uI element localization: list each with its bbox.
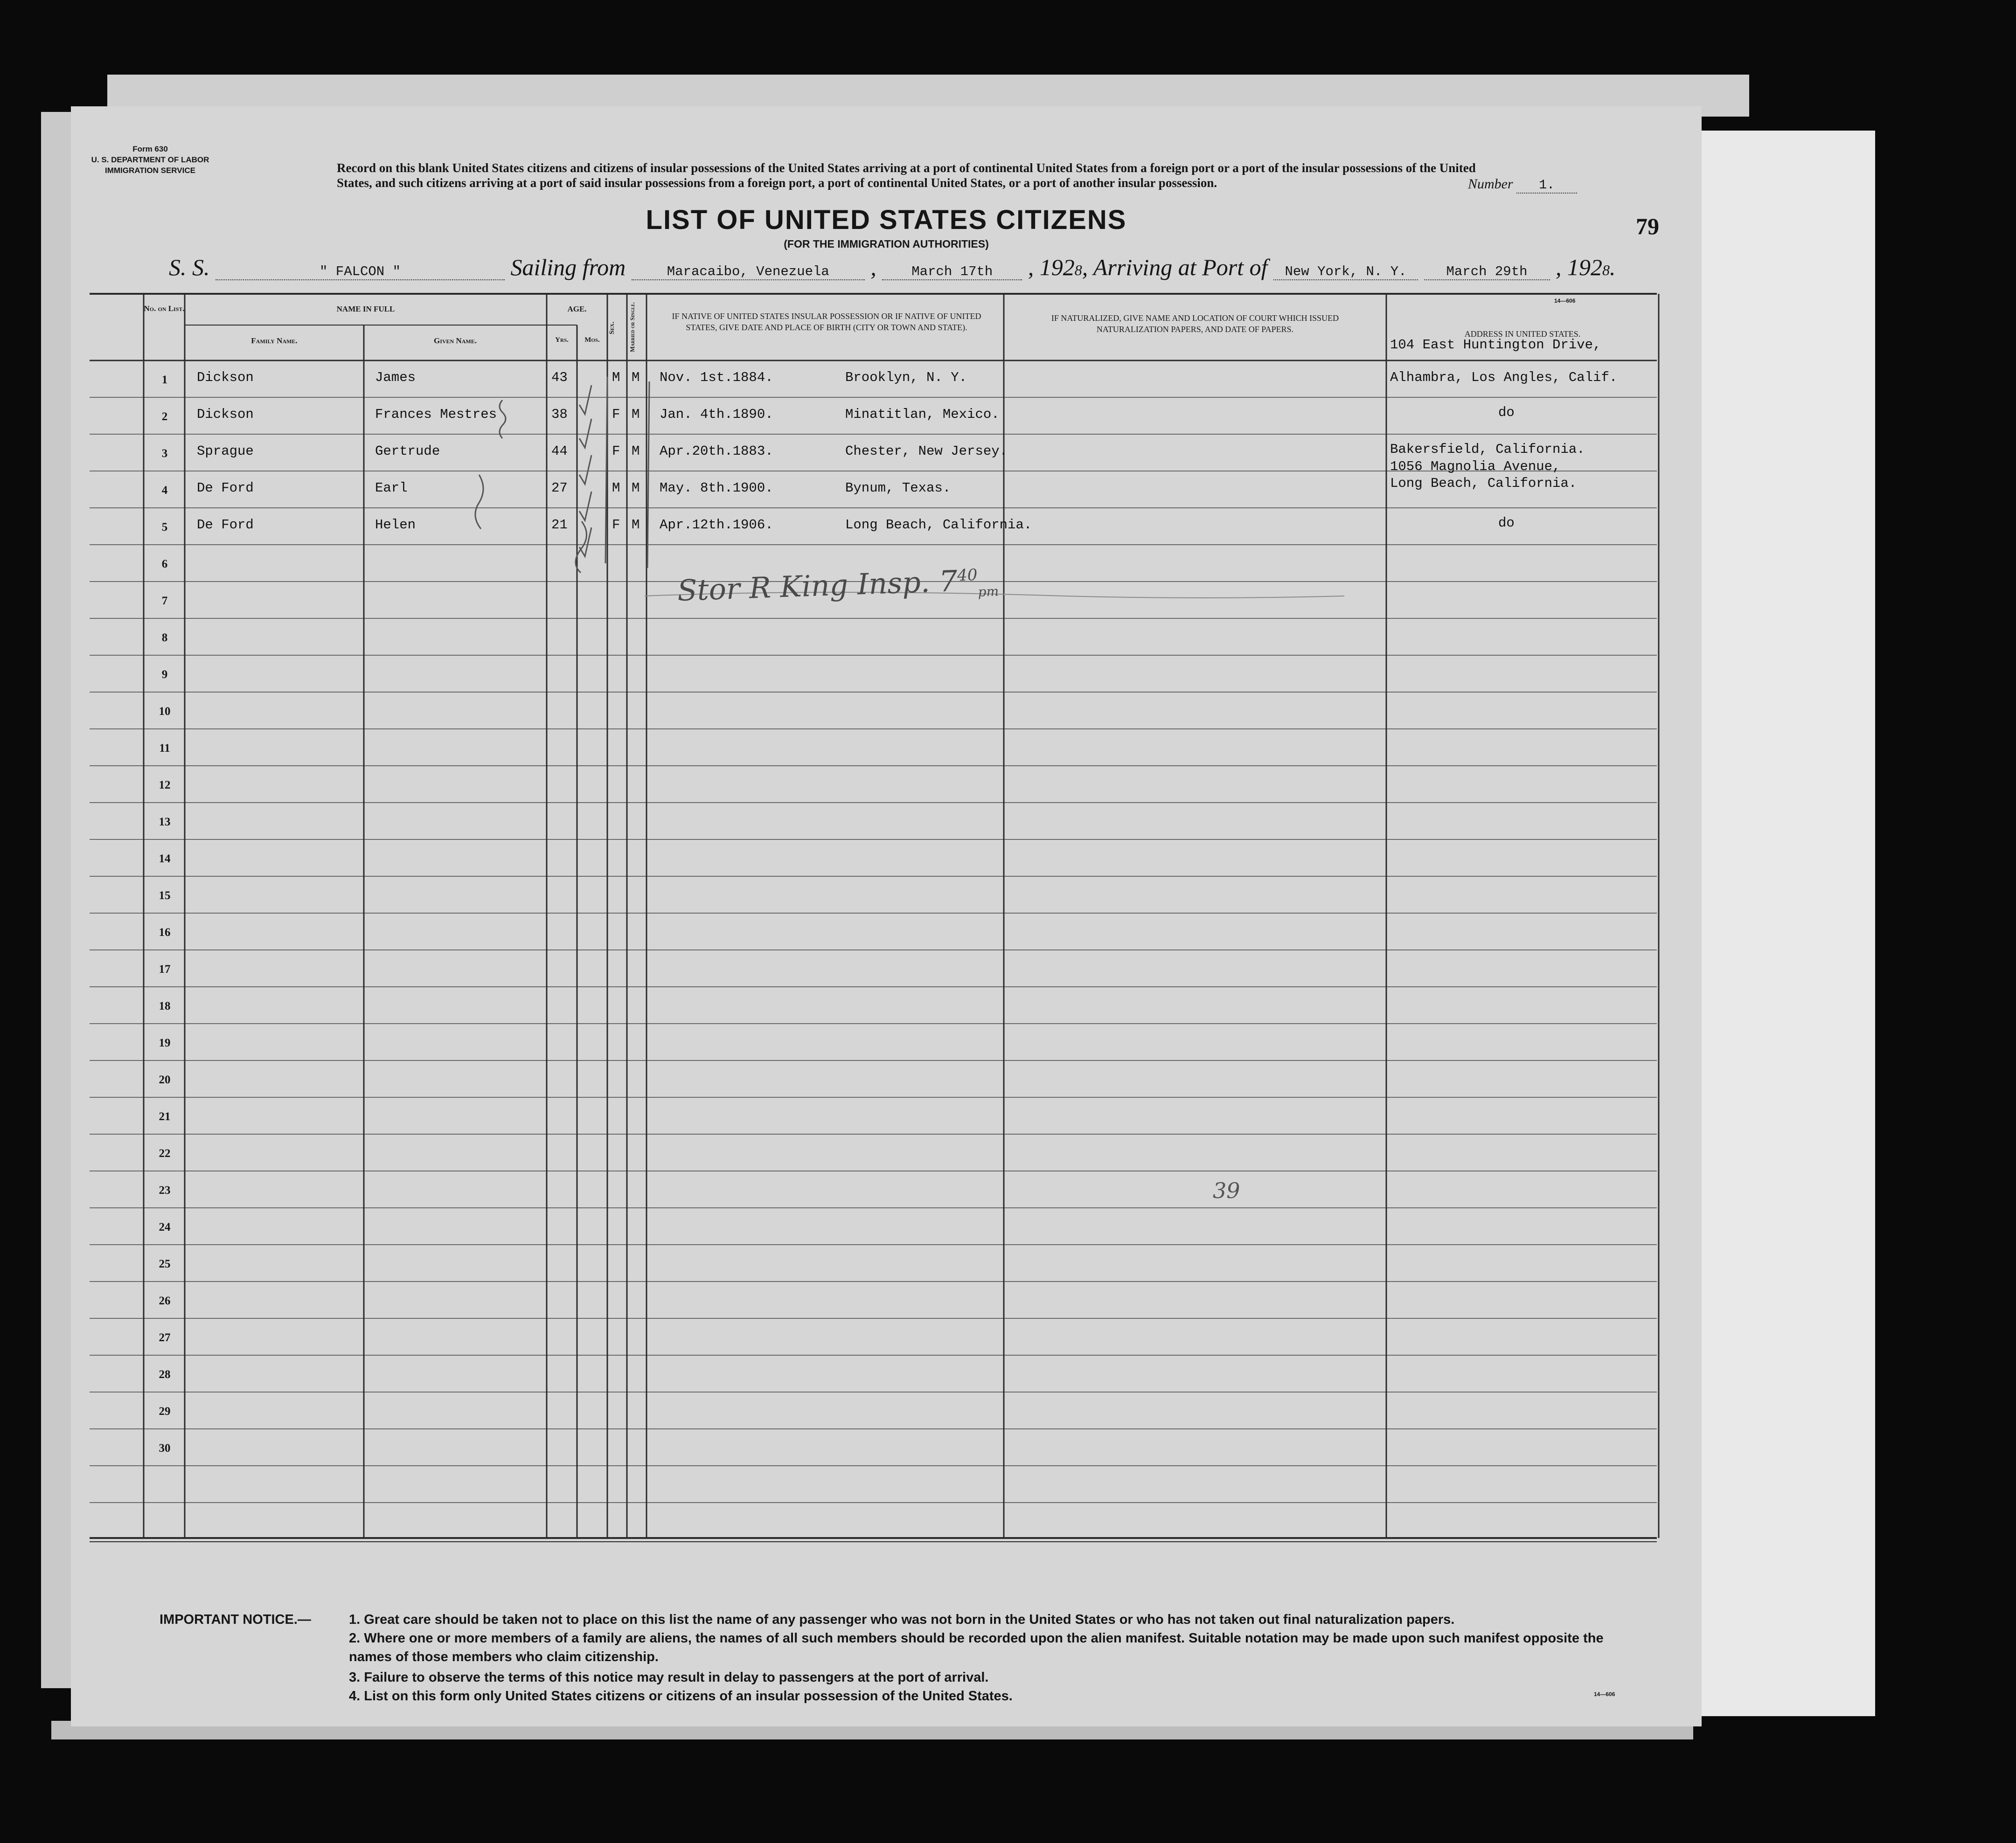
number-value: 1.	[1516, 178, 1577, 194]
address-line-1-cell: 104 East Huntington Drive,	[1390, 337, 1601, 353]
row-number: 21	[159, 1110, 171, 1123]
check-mark-1	[579, 385, 591, 414]
row-number: 12	[159, 779, 171, 791]
row-number: 16	[159, 926, 171, 939]
header-native-birth: IF NATIVE OF UNITED STATES INSULAR POSSESSION OR IF NATIVE OF UNITED STATES, GIVE DATE AND PLACE OF BIRTH (CITY OR TOWN AND STATE).	[672, 312, 981, 332]
row-number: 2	[161, 410, 168, 423]
header-naturalized: IF NATURALIZED, GIVE NAME AND LOCATION OF COURT WHICH ISSUED NATURALIZATION PAPERS, AND DATE OF PAPERS.	[1051, 313, 1339, 334]
birth-date-cell: Apr.12th.1906.	[660, 517, 773, 533]
notice-item-1: 1. Great care should be taken not to place on this list the name of any passenger who was not born in the United States or who has not taken out final naturalization papers.	[349, 1612, 1455, 1627]
row-number: 30	[159, 1442, 171, 1455]
sailing-from-label: Sailing from	[510, 254, 626, 280]
check-mark-4	[579, 492, 591, 520]
birth-place-cell: Brooklyn, N. Y.	[845, 370, 967, 385]
address-line-1-cell: Bakersfield, California.	[1390, 442, 1585, 457]
family-name-cell: De Ford	[197, 480, 254, 496]
page-number: 79	[1636, 213, 1659, 239]
birth-place-cell: Long Beach, California.	[845, 517, 1032, 533]
notice-item-2: 2. Where one or more members of a family are aliens, the names of all such members should be recorded upon the alien manifest. Suitable notation may be made upon such manifest opposite the names of those members who claim citizenship.	[349, 1631, 1604, 1664]
row-number: 14	[159, 852, 171, 865]
notice-heading: IMPORTANT NOTICE.—	[160, 1612, 311, 1627]
sex-cell: M	[612, 480, 620, 496]
row-number: 22	[159, 1147, 171, 1160]
marital-status-cell: M	[632, 407, 640, 422]
sex-cell: F	[612, 443, 620, 459]
marital-status-cell: M	[632, 480, 640, 496]
row-number: 8	[161, 631, 168, 644]
page-title: LIST OF UNITED STATES CITIZENS	[646, 205, 1127, 235]
year-prefix-1: , 192	[1028, 254, 1075, 280]
time-superscript: 40	[957, 565, 978, 585]
service-name: IMMIGRATION SERVICE	[105, 166, 195, 175]
age-years-cell: 21	[551, 517, 568, 533]
row-number: 3	[161, 447, 168, 460]
age-years-cell: 38	[551, 407, 568, 422]
row-number: 29	[159, 1405, 171, 1418]
ss-label: S. S.	[169, 254, 210, 280]
underlying-sheet-right	[1698, 131, 1875, 1716]
sex-cell: M	[612, 370, 620, 385]
header-married-single: Married or Single.	[629, 302, 636, 352]
row-number: 15	[159, 889, 171, 902]
row-number: 20	[159, 1074, 171, 1086]
birth-date-cell: Nov. 1st.1884.	[660, 370, 773, 385]
tally-stroke-2	[647, 381, 649, 568]
form-number: Form 630	[132, 145, 168, 153]
age-years-cell: 44	[551, 443, 568, 459]
birth-place-cell: Chester, New Jersey.	[845, 443, 1008, 459]
arriving-label: , Arriving at Port of	[1082, 254, 1268, 280]
header-given-name: Given Name.	[433, 336, 477, 345]
given-name-cell: Helen	[375, 517, 416, 533]
voyage-line: S. S. " FALCON " Sailing from Maracaibo, Venezuela , March 17th , 1928, Arriving at Port of New York, N. Y. March 29th , 1928.	[169, 254, 1616, 280]
number-label: Number	[1468, 176, 1513, 192]
given-name-cell: Earl	[375, 480, 408, 496]
row-number: 13	[159, 816, 171, 828]
given-name-cell: Gertrude	[375, 443, 440, 459]
row-number: 6	[161, 558, 168, 570]
row-number: 11	[159, 742, 170, 755]
birth-date-cell: Jan. 4th.1890.	[660, 407, 773, 422]
header-no-on-list: No. on List.	[144, 304, 185, 313]
birth-place-cell: Minatitlan, Mexico.	[845, 407, 1000, 422]
header-sex: Sex.	[608, 321, 616, 334]
row-number: 24	[159, 1221, 171, 1233]
check-mark-3	[579, 455, 591, 484]
row-number: 5	[161, 521, 168, 534]
address-line-1-cell: 1056 Magnolia Avenue,	[1390, 459, 1561, 474]
arrival-date: March 29th	[1424, 264, 1550, 280]
arrival-port: New York, N. Y.	[1273, 264, 1418, 280]
departure-date: March 17th	[882, 264, 1022, 280]
given-name-cell: Frances Mestres	[375, 407, 497, 422]
form-instruction: Record on this blank United States citizens and citizens of insular possessions of the United States arriving at a port of continental United States from a foreign port or a port of the insular possessions of the United States, and such citizens arriving at a port of said insular possessions from a foreign port, a port of continental United States, or a port of another insular possession.	[337, 161, 1476, 190]
notice-item-3: 3. Failure to observe the terms of this notice may result in delay to passengers at the port of arrival.	[349, 1670, 989, 1685]
notice-item-4: 4. List on this form only United States citizens or citizens of an insular possession of the United States.	[349, 1689, 1013, 1704]
row-number: 9	[161, 668, 168, 681]
row-number: 1	[161, 374, 168, 386]
inspector-note: Stor R King Insp. 7	[676, 564, 958, 608]
header-family-name: Family Name.	[251, 336, 298, 345]
row-number: 26	[159, 1295, 171, 1307]
bracket-mark-2	[475, 475, 483, 529]
header-name-in-full: NAME IN FULL	[336, 305, 395, 313]
marital-status-cell: M	[632, 517, 640, 533]
birth-date-cell: Apr.20th.1883.	[660, 443, 773, 459]
family-name-cell: Dickson	[197, 370, 254, 385]
header-mos: Mos.	[584, 336, 600, 344]
row-number: 19	[159, 1037, 171, 1049]
header-address: ADDRESS IN UNITED STATES.	[1464, 329, 1581, 339]
check-mark-2	[579, 419, 591, 448]
year-prefix-2: , 192	[1556, 254, 1602, 280]
row-number: 4	[161, 484, 168, 497]
header-print-code: 14—606	[1554, 298, 1576, 304]
manifest-page	[71, 106, 1702, 1726]
family-name-cell: De Ford	[197, 517, 254, 533]
bracket-mark-1	[500, 400, 506, 438]
pencil-count: 39	[1213, 1178, 1240, 1203]
age-years-cell: 27	[551, 480, 568, 496]
address-line-1-cell: do	[1498, 515, 1515, 531]
ship-name: " FALCON "	[216, 264, 505, 280]
arrival-year: 8	[1602, 262, 1610, 278]
address-line-2-cell: Alhambra, Los Angles, Calif.	[1390, 370, 1618, 385]
row-number: 18	[159, 1000, 171, 1012]
birth-place-cell: Bynum, Texas.	[845, 480, 951, 496]
department-name: U. S. DEPARTMENT OF LABOR	[91, 155, 209, 164]
birth-date-cell: May. 8th.1900.	[660, 480, 773, 496]
departure-port: Maracaibo, Venezuela	[632, 264, 865, 280]
given-name-cell: James	[375, 370, 416, 385]
row-number: 28	[159, 1368, 171, 1381]
page-subtitle: (FOR THE IMMIGRATION AUTHORITIES)	[784, 238, 989, 250]
sex-cell: F	[612, 517, 620, 533]
row-number: 10	[159, 705, 171, 718]
departure-year: 8	[1074, 262, 1082, 278]
marital-status-cell: M	[632, 443, 640, 459]
row-number: 25	[159, 1258, 171, 1270]
row-number: 27	[159, 1331, 171, 1344]
time-subscript: pm	[978, 583, 999, 600]
family-name-cell: Dickson	[197, 407, 254, 422]
family-name-cell: Sprague	[197, 443, 254, 459]
header-age: AGE.	[567, 305, 587, 313]
address-line-1-cell: do	[1498, 405, 1515, 420]
sex-cell: F	[612, 407, 620, 422]
footer-print-code: 14—606	[1594, 1691, 1615, 1698]
marital-status-cell: M	[632, 370, 640, 385]
row-number: 23	[159, 1184, 171, 1197]
address-line-2-cell: Long Beach, California.	[1390, 476, 1577, 491]
header-yrs: Yrs.	[555, 336, 569, 344]
age-years-cell: 43	[551, 370, 568, 385]
row-number: 7	[161, 595, 168, 607]
row-number: 17	[159, 963, 171, 976]
